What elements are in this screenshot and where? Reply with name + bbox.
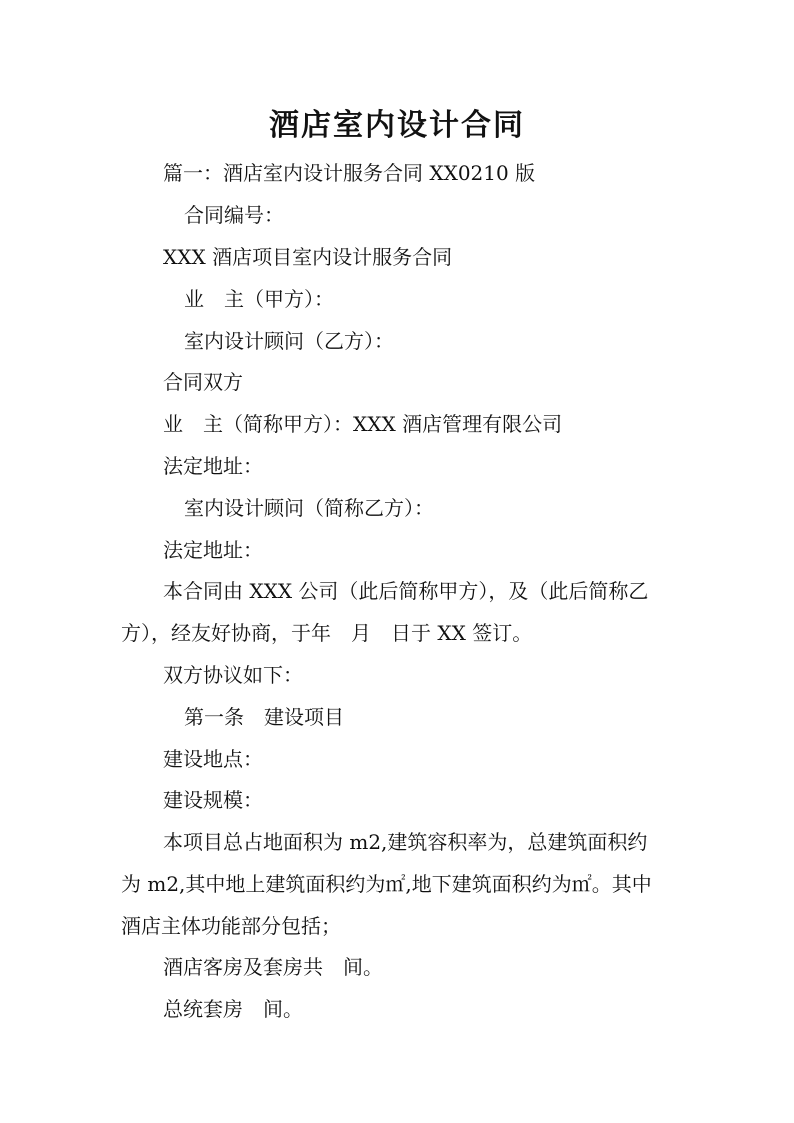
paragraph-line: 本项目总占地面积为 m2,建筑容积率为，总建筑面积约 [163,830,648,854]
paragraph-line: 室内设计顾问（简称乙方）： [184,496,434,520]
paragraph-line: 为 m2,其中地上建筑面积约为㎡,地下建筑面积约为㎡。其中 [121,872,652,896]
paragraph-line: 建设规模： [163,788,263,812]
document-title: 酒店室内设计合同 [269,108,525,143]
paragraph-line: XXX 酒店项目室内设计服务合同 [163,245,453,269]
paragraph-line: 篇一：酒店室内设计服务合同 XX0210 版 [163,161,536,185]
paragraph-line: 法定地址： [163,454,263,478]
paragraph-line: 建设地点： [163,747,263,771]
paragraph-line: 酒店主体功能部分包括； [121,914,341,938]
paragraph-line: 总统套房 间。 [163,997,303,1021]
paragraph-line: 合同编号： [184,203,284,227]
paragraph-line: 合同双方 [163,370,243,394]
section-heading: 第一条 建设项目 [184,705,344,729]
paragraph-line: 业 主（简称甲方）：XXX 酒店管理有限公司 [163,412,563,436]
paragraph-line: 本合同由 XXX 公司（此后简称甲方），及（此后简称乙 [163,579,649,603]
paragraph-line: 酒店客房及套房共 间。 [163,955,383,979]
paragraph-line: 双方协议如下： [163,663,303,687]
paragraph-line: 室内设计顾问（乙方）： [184,329,394,353]
paragraph-line: 法定地址： [163,538,263,562]
paragraph-line: 业 主（甲方）： [184,287,334,311]
paragraph-line: 方），经友好协商，于年 月 日于 XX 签订。 [121,621,533,645]
